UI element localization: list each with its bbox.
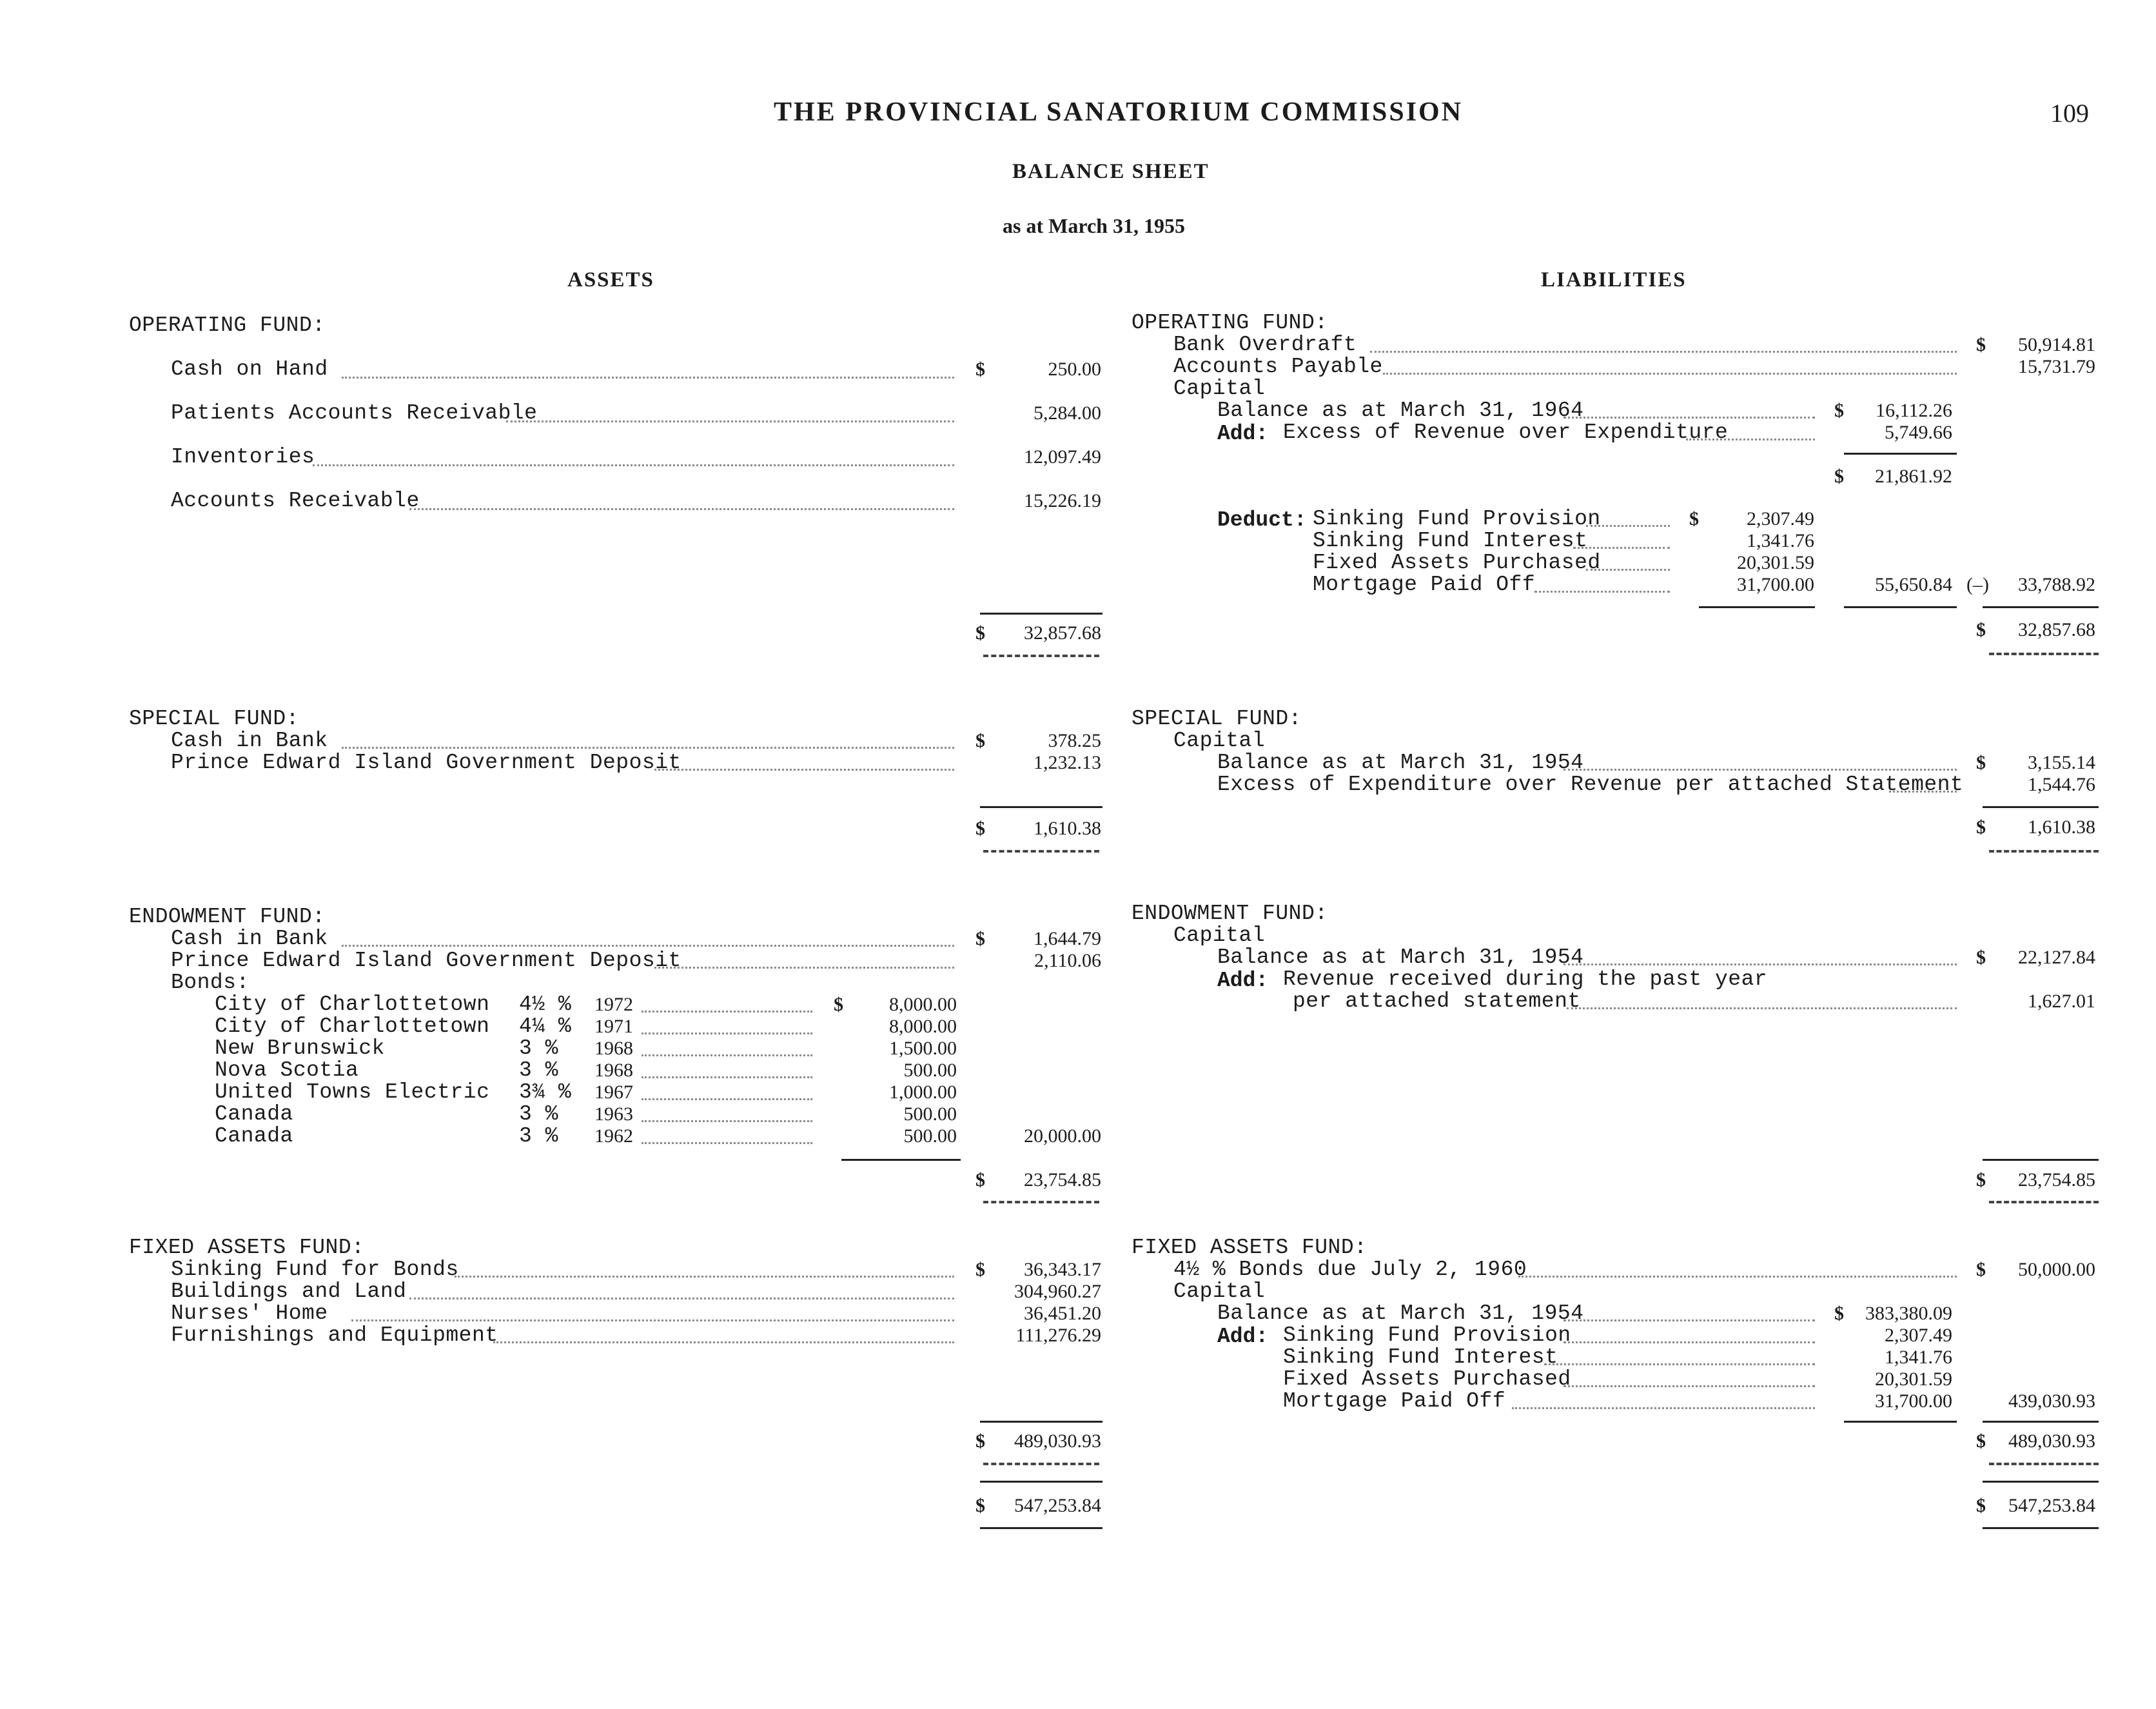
line-label: Mortgage Paid Off bbox=[1313, 573, 1536, 597]
section-total: 1,610.38 bbox=[2028, 816, 2095, 838]
section-heading: OPERATING FUND: bbox=[129, 313, 326, 337]
line-amount: 31,700.00 bbox=[1737, 574, 1814, 595]
bond-year: 1963 bbox=[594, 1103, 633, 1125]
leader-dots bbox=[654, 769, 954, 771]
bond-year: 1967 bbox=[594, 1082, 633, 1103]
subtitle: BALANCE SHEET bbox=[1012, 160, 1210, 183]
line-amount: 36,343.17 bbox=[1024, 1259, 1101, 1280]
leader-dots bbox=[1889, 791, 1957, 793]
dollar-sign: $ bbox=[1834, 466, 1844, 487]
assets-grand-total: 547,253.84 bbox=[1014, 1495, 1101, 1516]
line-amount: 1,627.01 bbox=[2028, 991, 2095, 1012]
line-label: Sinking Fund Interest bbox=[1313, 529, 1588, 553]
leader-dots bbox=[642, 1120, 812, 1122]
bond-year: 1968 bbox=[594, 1038, 633, 1059]
dollar-sign: $ bbox=[1976, 1169, 1986, 1190]
total-rule bbox=[980, 1481, 1102, 1483]
line-amount: 250.00 bbox=[1048, 359, 1101, 380]
line-label: Accounts Payable bbox=[1173, 355, 1383, 379]
double-underline bbox=[983, 850, 1099, 853]
leader-dots bbox=[1563, 1341, 1815, 1343]
capital-subtotal: 21,861.92 bbox=[1875, 466, 1952, 487]
bond-rate: 3¾ % bbox=[519, 1080, 572, 1104]
negative-marker: (–) bbox=[1966, 574, 1989, 595]
leader-dots bbox=[642, 1142, 812, 1144]
line-amount: 50,000.00 bbox=[2018, 1259, 2095, 1280]
assets-column-heading: ASSETS bbox=[567, 268, 654, 291]
line-label: Revenue received during the past year bbox=[1283, 967, 1768, 991]
dollar-sign: $ bbox=[1976, 947, 1986, 968]
dollar-sign: $ bbox=[1834, 400, 1844, 421]
total-rule bbox=[980, 613, 1102, 615]
line-label: Inventories bbox=[171, 445, 315, 469]
double-underline bbox=[1989, 1463, 2099, 1465]
line-amount: 50,914.81 bbox=[2018, 334, 2095, 355]
capital-label: Capital bbox=[1173, 924, 1266, 947]
leader-dots bbox=[1563, 417, 1815, 419]
section-heading: FIXED ASSETS FUND: bbox=[129, 1236, 365, 1260]
line-label: Balance as at March 31, 1954 bbox=[1217, 751, 1584, 775]
section-total: 32,857.68 bbox=[1024, 622, 1101, 644]
dollar-sign: $ bbox=[1976, 816, 1986, 838]
leader-dots bbox=[342, 945, 954, 947]
bond-amount: 500.00 bbox=[903, 1103, 957, 1125]
add-keyword: Add: bbox=[1217, 969, 1269, 993]
leader-dots bbox=[642, 1032, 812, 1034]
bond-amount: 1,000.00 bbox=[889, 1082, 957, 1103]
double-underline bbox=[1989, 1201, 2099, 1203]
add-keyword: Add: bbox=[1217, 422, 1269, 446]
dollar-sign: $ bbox=[975, 730, 985, 751]
dollar-sign: $ bbox=[834, 994, 843, 1015]
bond-rate: 3 % bbox=[519, 1036, 558, 1060]
total-rule bbox=[980, 1421, 1102, 1423]
line-amount: 5,749.66 bbox=[1885, 422, 1952, 443]
leader-dots bbox=[455, 1276, 954, 1278]
line-amount: 15,731.79 bbox=[2018, 356, 2095, 377]
leader-dots bbox=[1512, 1407, 1815, 1409]
bond-name: Nova Scotia bbox=[215, 1058, 359, 1082]
line-amount: 304,960.27 bbox=[1014, 1281, 1101, 1302]
capital-label: Capital bbox=[1173, 1279, 1266, 1303]
leader-dots bbox=[1573, 547, 1670, 549]
dollar-sign: $ bbox=[975, 1430, 985, 1452]
leader-dots bbox=[1563, 1385, 1815, 1387]
bond-name: United Towns Electric bbox=[215, 1080, 490, 1104]
line-label: Prince Edward Island Government Deposit bbox=[171, 751, 681, 775]
dollar-sign: $ bbox=[975, 622, 985, 644]
line-amount: 2,110.06 bbox=[1034, 950, 1101, 971]
date-line: as at March 31, 1955 bbox=[1003, 214, 1185, 237]
line-label: Excess of Expenditure over Revenue per attached Statement bbox=[1217, 773, 1964, 796]
add-keyword: Add: bbox=[1217, 1325, 1269, 1348]
grand-total-rule bbox=[980, 1527, 1102, 1529]
dollar-sign: $ bbox=[975, 359, 985, 380]
section-total: 23,754.85 bbox=[1024, 1169, 1101, 1190]
deduct-keyword: Deduct: bbox=[1217, 508, 1307, 532]
leader-dots bbox=[1544, 1363, 1815, 1365]
leader-dots bbox=[506, 420, 954, 422]
line-label: Cash in Bank bbox=[171, 927, 328, 951]
bond-rate: 3 % bbox=[519, 1058, 558, 1082]
leader-dots bbox=[1383, 373, 1957, 375]
leader-dots bbox=[1563, 1319, 1815, 1321]
line-label: Accounts Receivable bbox=[171, 489, 420, 513]
leader-dots bbox=[642, 1011, 812, 1013]
line-label: Sinking Fund for Bonds bbox=[171, 1258, 459, 1281]
bond-name: City of Charlottetown bbox=[215, 1014, 490, 1038]
leader-dots bbox=[409, 1298, 954, 1299]
dollar-sign: $ bbox=[975, 1169, 985, 1190]
line-amount: 383,380.09 bbox=[1865, 1303, 1952, 1324]
bond-amount: 500.00 bbox=[903, 1060, 957, 1081]
capital-label: Capital bbox=[1173, 729, 1266, 753]
leader-dots bbox=[1586, 569, 1670, 571]
line-label: Cash on Hand bbox=[171, 357, 328, 381]
leader-dots bbox=[642, 1098, 812, 1100]
line-amount: 1,644.79 bbox=[1034, 928, 1101, 949]
line-amount: 2,307.49 bbox=[1885, 1325, 1952, 1346]
leader-dots bbox=[642, 1076, 812, 1078]
capital-net: 33,788.92 bbox=[2018, 574, 2095, 595]
liabilities-column-heading: LIABILITIES bbox=[1541, 268, 1687, 291]
total-rule bbox=[1983, 606, 2099, 608]
subtotal-rule bbox=[1844, 1421, 1957, 1423]
line-label: Fixed Assets Purchased bbox=[1313, 551, 1601, 575]
line-amount: 1,341.76 bbox=[1747, 530, 1814, 551]
leader-dots bbox=[642, 1054, 812, 1056]
bond-year: 1968 bbox=[594, 1060, 633, 1081]
double-underline bbox=[1989, 653, 2099, 655]
leader-dots bbox=[654, 967, 954, 969]
line-label: Balance as at March 31, 1964 bbox=[1217, 399, 1584, 422]
subtotal-rule bbox=[1844, 606, 1957, 608]
leader-dots bbox=[313, 464, 954, 466]
line-label: per attached statement bbox=[1293, 989, 1581, 1013]
dollar-sign: $ bbox=[975, 928, 985, 949]
total-rule bbox=[1983, 1421, 2099, 1423]
line-label: Patients Accounts Receivable bbox=[171, 401, 538, 425]
dollar-sign: $ bbox=[1976, 1430, 1986, 1452]
dollar-sign: $ bbox=[1976, 1259, 1986, 1280]
double-underline bbox=[983, 1201, 1099, 1203]
line-amount: 36,451.20 bbox=[1024, 1303, 1101, 1324]
line-label: Balance as at March 31, 1954 bbox=[1217, 945, 1584, 969]
dollar-sign: $ bbox=[1976, 334, 1986, 355]
leader-dots bbox=[1518, 1276, 1957, 1278]
grand-total-rule bbox=[1983, 1527, 2099, 1529]
section-heading: FIXED ASSETS FUND: bbox=[1132, 1236, 1367, 1260]
line-label: Fixed Assets Purchased bbox=[1283, 1367, 1571, 1391]
line-amount: 20,301.59 bbox=[1737, 552, 1814, 573]
line-label: Sinking Fund Provision bbox=[1313, 507, 1601, 531]
line-label: Excess of Revenue over Expenditure bbox=[1283, 420, 1729, 444]
dollar-sign: $ bbox=[1976, 1495, 1986, 1516]
line-amount: 1,544.76 bbox=[2028, 774, 2095, 795]
line-amount: 16,112.26 bbox=[1876, 400, 1952, 421]
section-total: 23,754.85 bbox=[2018, 1169, 2095, 1190]
bond-name: City of Charlottetown bbox=[215, 993, 490, 1016]
deductions-rule bbox=[1699, 606, 1815, 608]
dollar-sign: $ bbox=[1976, 752, 1986, 773]
line-label: Sinking Fund Interest bbox=[1283, 1345, 1558, 1369]
deductions-total: 55,650.84 bbox=[1875, 574, 1952, 595]
total-rule bbox=[1983, 806, 2099, 808]
dollar-sign: $ bbox=[1689, 508, 1699, 529]
line-label: Cash in Bank bbox=[171, 729, 328, 753]
line-amount: 1,341.76 bbox=[1885, 1347, 1952, 1368]
leader-dots bbox=[1686, 439, 1815, 440]
line-label: Prince Edward Island Government Deposit bbox=[171, 949, 681, 973]
line-amount: 111,276.29 bbox=[1015, 1325, 1101, 1346]
leader-dots bbox=[1370, 351, 1957, 353]
leader-dots bbox=[342, 377, 954, 379]
double-underline bbox=[1989, 850, 2099, 853]
line-amount: 31,700.00 bbox=[1875, 1390, 1952, 1412]
section-heading: OPERATING FUND: bbox=[1132, 311, 1328, 335]
total-rule bbox=[1983, 1481, 2099, 1483]
line-amount: 15,226.19 bbox=[1024, 490, 1101, 511]
line-amount: 20,301.59 bbox=[1875, 1368, 1952, 1390]
line-amount: 378.25 bbox=[1048, 730, 1101, 751]
bond-amount: 8,000.00 bbox=[889, 1016, 957, 1037]
subtotal-rule bbox=[1844, 453, 1957, 455]
capital-total: 439,030.93 bbox=[2008, 1390, 2095, 1412]
leader-dots bbox=[1563, 769, 1957, 771]
line-label: Mortgage Paid Off bbox=[1283, 1389, 1506, 1413]
leader-dots bbox=[1534, 591, 1670, 593]
line-label: 4½ % Bonds due July 2, 1960 bbox=[1173, 1258, 1527, 1281]
section-total: 32,857.68 bbox=[2018, 619, 2095, 640]
section-total: 489,030.93 bbox=[1014, 1430, 1101, 1452]
line-amount: 5,284.00 bbox=[1034, 402, 1101, 424]
bond-name: New Brunswick bbox=[215, 1036, 385, 1060]
section-total: 1,610.38 bbox=[1034, 818, 1101, 839]
leader-dots bbox=[351, 1319, 954, 1321]
bond-rate: 3 % bbox=[519, 1124, 558, 1148]
line-amount: 2,307.49 bbox=[1747, 508, 1814, 529]
dollar-sign: $ bbox=[975, 1259, 985, 1280]
capital-label: Capital bbox=[1173, 377, 1266, 400]
leader-dots bbox=[1567, 1007, 1957, 1009]
line-label: Sinking Fund Provision bbox=[1283, 1323, 1571, 1347]
line-amount: 3,155.14 bbox=[2028, 752, 2095, 773]
bond-amount: 8,000.00 bbox=[889, 994, 957, 1015]
bond-rate: 4½ % bbox=[519, 993, 572, 1016]
leader-dots bbox=[1563, 963, 1957, 965]
double-underline bbox=[983, 1463, 1099, 1465]
leader-dots bbox=[493, 1341, 954, 1343]
bond-amount: 1,500.00 bbox=[889, 1038, 957, 1059]
section-heading: ENDOWMENT FUND: bbox=[129, 905, 326, 929]
line-amount: 1,232.13 bbox=[1034, 752, 1101, 773]
bond-year: 1962 bbox=[594, 1125, 633, 1147]
total-rule bbox=[980, 806, 1102, 808]
bond-year: 1971 bbox=[594, 1016, 633, 1037]
dollar-sign: $ bbox=[975, 818, 985, 839]
double-underline bbox=[983, 655, 1099, 657]
bond-amount: 500.00 bbox=[903, 1125, 957, 1147]
liabilities-grand-total: 547,253.84 bbox=[2008, 1495, 2095, 1516]
bond-rate: 4¼ % bbox=[519, 1014, 572, 1038]
total-rule bbox=[1983, 1159, 2099, 1161]
leader-dots bbox=[409, 508, 954, 510]
line-label: Balance as at March 31, 1954 bbox=[1217, 1301, 1584, 1325]
section-total: 489,030.93 bbox=[2008, 1430, 2095, 1452]
line-label: Bank Overdraft bbox=[1173, 333, 1357, 357]
leader-dots bbox=[1586, 525, 1670, 527]
line-label: Nurses' Home bbox=[171, 1301, 328, 1325]
line-label: Buildings and Land bbox=[171, 1279, 407, 1303]
line-amount: 22,127.84 bbox=[2018, 947, 2095, 968]
section-heading: SPECIAL FUND: bbox=[129, 707, 299, 731]
section-heading: SPECIAL FUND: bbox=[1132, 707, 1302, 731]
section-heading: ENDOWMENT FUND: bbox=[1132, 902, 1328, 925]
page-number: 109 bbox=[2050, 99, 2089, 128]
bond-name: Canada bbox=[215, 1102, 293, 1126]
bond-name: Canada bbox=[215, 1124, 293, 1148]
bond-year: 1972 bbox=[594, 994, 633, 1015]
bonds-total: 20,000.00 bbox=[1024, 1125, 1101, 1147]
leader-dots bbox=[342, 747, 954, 749]
bonds-label: Bonds: bbox=[171, 971, 250, 994]
dollar-sign: $ bbox=[975, 1495, 985, 1516]
line-amount: 12,097.49 bbox=[1024, 446, 1101, 468]
document-title: THE PROVINCIAL SANATORIUM COMMISSION bbox=[774, 97, 1464, 127]
bonds-rule bbox=[841, 1159, 961, 1161]
dollar-sign: $ bbox=[1976, 619, 1986, 640]
dollar-sign: $ bbox=[1834, 1303, 1844, 1324]
line-label: Furnishings and Equipment bbox=[171, 1323, 498, 1347]
bond-rate: 3 % bbox=[519, 1102, 558, 1126]
